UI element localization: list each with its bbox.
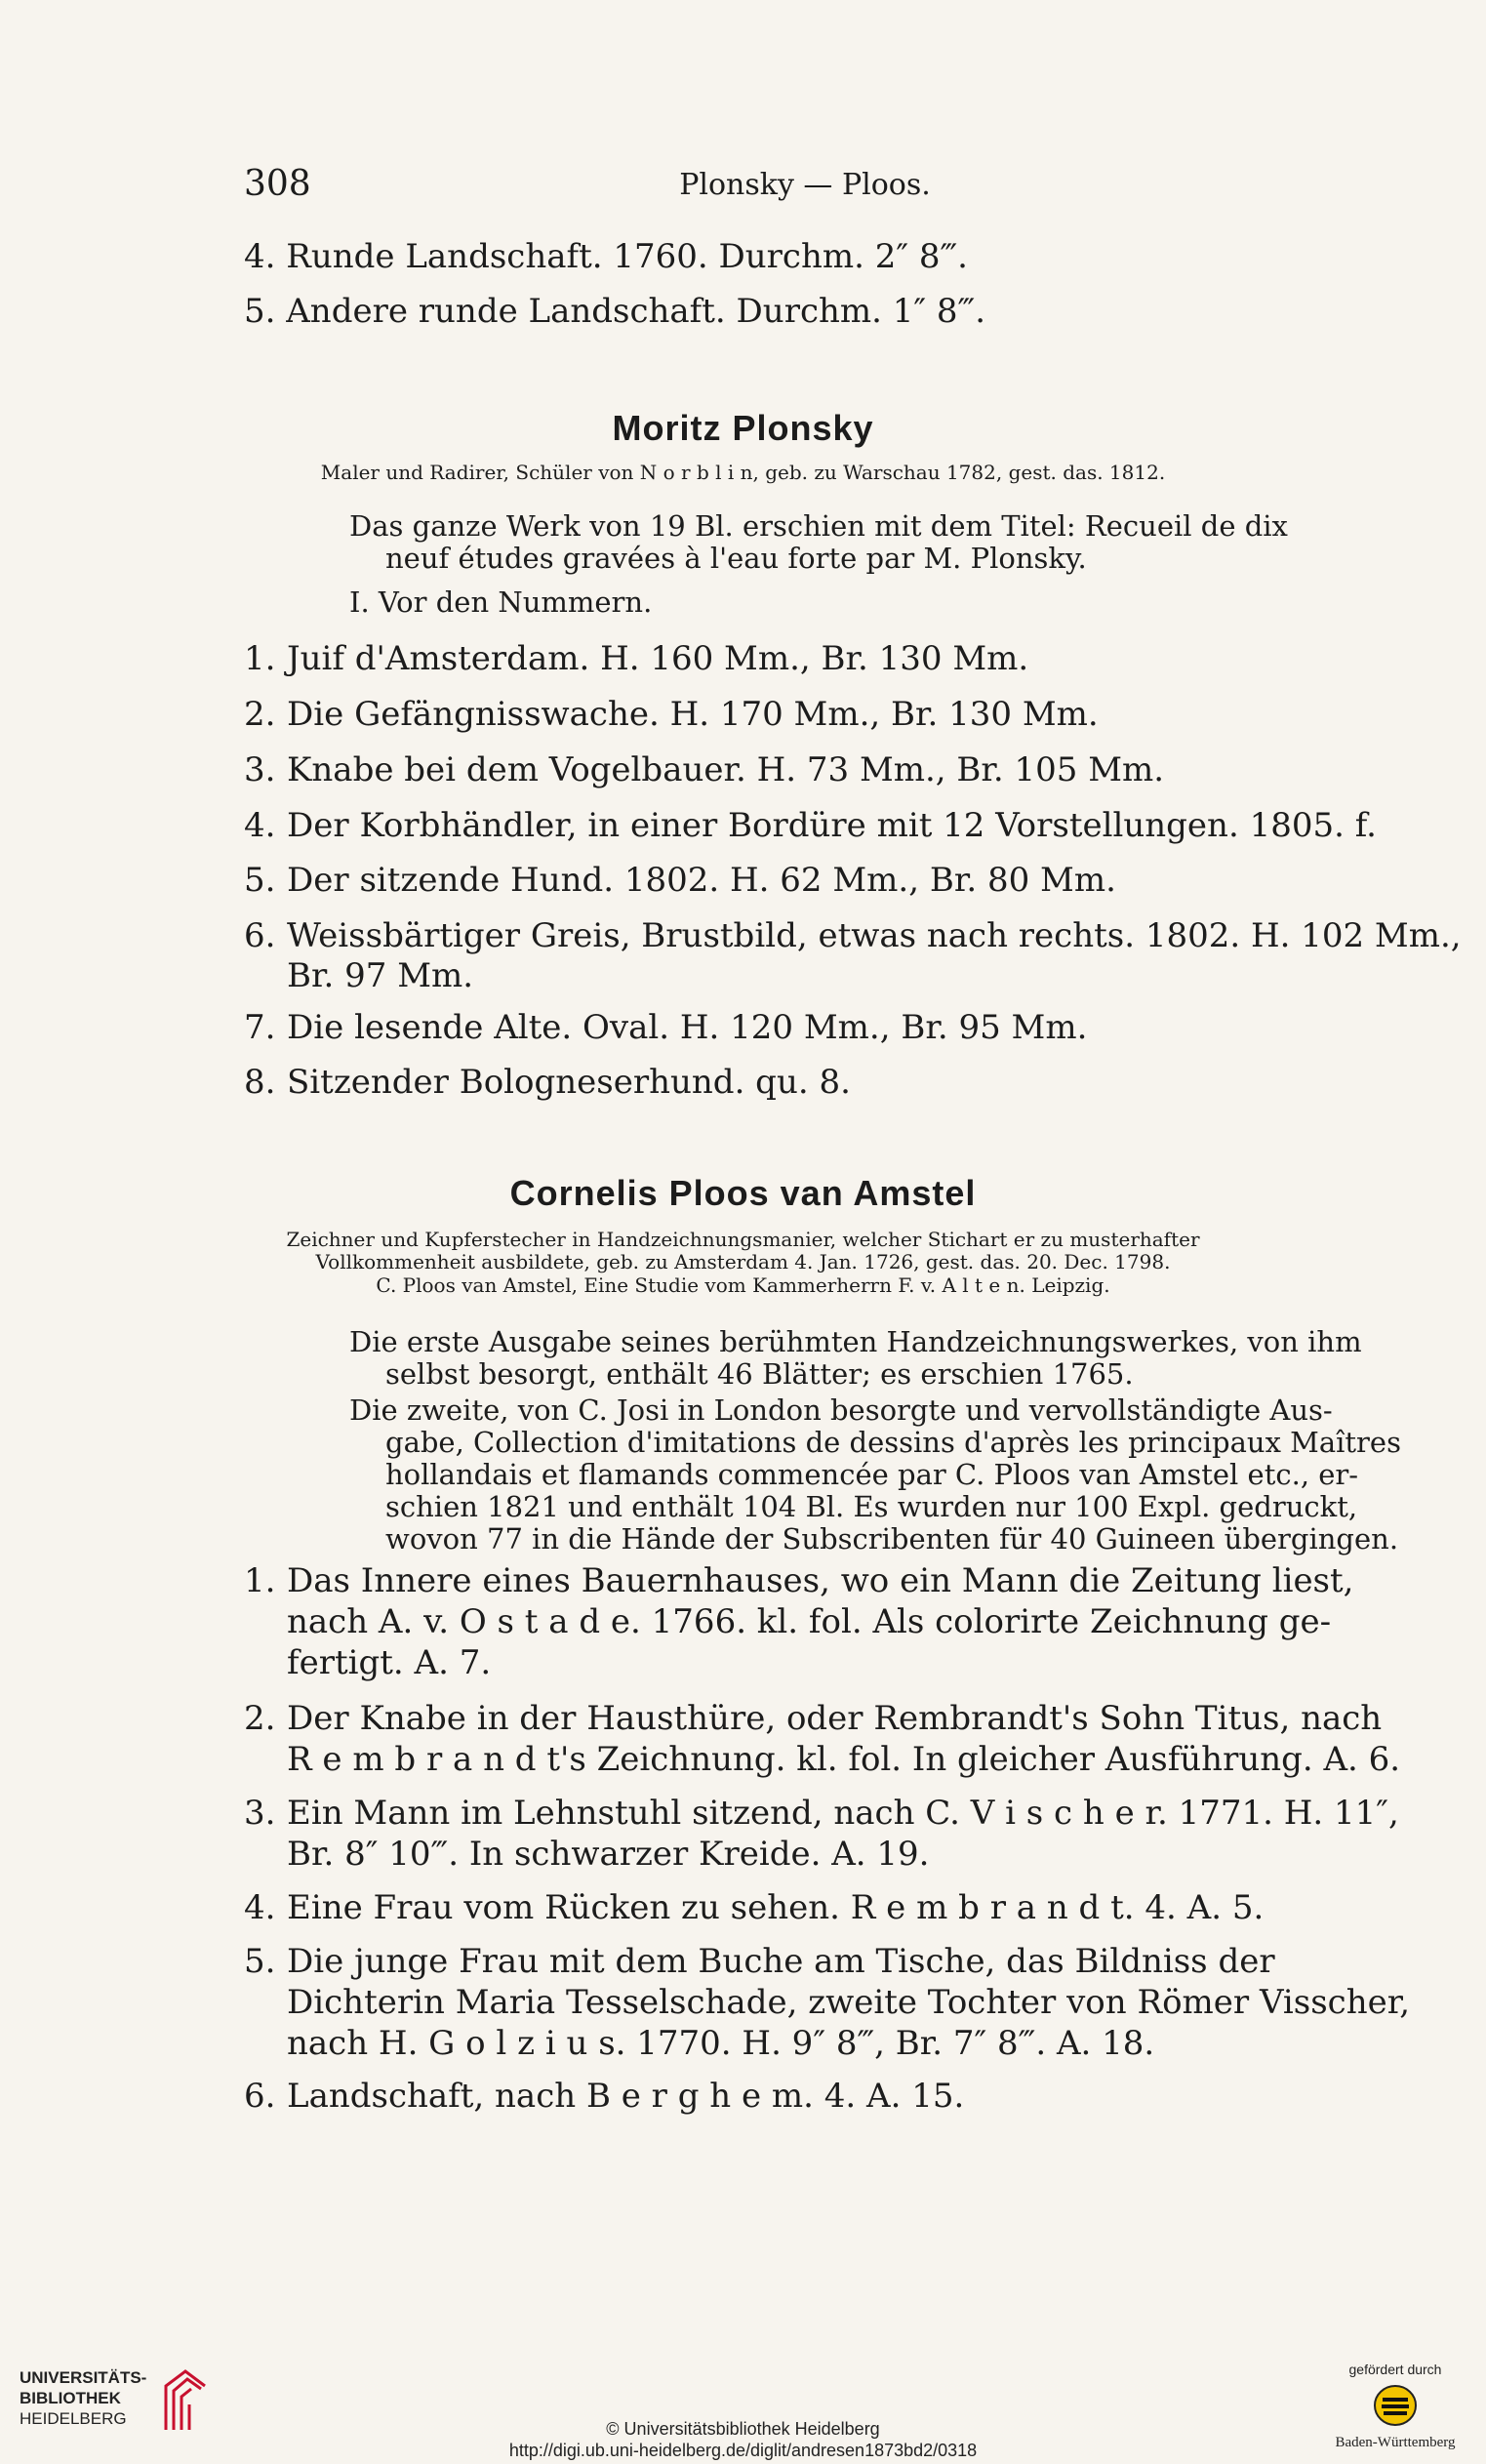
entry-text: Der Korbhändler, in einer Bordüre mit 12 Vorstellungen. 1805. f. [287, 806, 1377, 845]
entry-number: 1. [244, 639, 276, 678]
library-name-line-2: BIBLIOTHEK [20, 2389, 121, 2407]
catalog-entry [244, 1888, 1346, 1927]
entry-continuation: Br. 8″ 10‴. In schwarzer Kreide. A. 19. [287, 1835, 930, 1874]
entry-text: Juif d'Amsterdam. H. 160 Mm., Br. 130 Mm. [287, 639, 1029, 678]
entry-continuation: nach A. v. O s t a d e. 1766. kl. fol. Als colorirte Zeichnung ge- [287, 1602, 1332, 1641]
permalink[interactable]: http://digi.ub.uni-heidelberg.de/diglit/andresen1873bd2/0318 [508, 2441, 978, 2460]
entry-text: Die Gefängnisswache. H. 170 Mm., Br. 130 Mm. [287, 695, 1099, 734]
entry-number: 1. [244, 1561, 276, 1600]
entry-text: Das Innere eines Bauernhauses, wo ein Mann die Zeitung liest, [287, 1561, 1354, 1600]
paragraph-1-line-1: Die erste Ausgabe seines berühmten Handzeichnungswerkes, von ihm [349, 1325, 1362, 1358]
artist-heading-ploos: Cornelis Ploos van Amstel [509, 1173, 977, 1213]
running-title: Plonsky — Ploos. [679, 168, 931, 202]
entry-number: 8. [244, 1063, 276, 1102]
sponsor-logo[interactable] [1332, 2362, 1459, 2451]
preceding-item-5: 5. Andere runde Landschaft. Durchm. 1″ 8‴. [244, 292, 986, 331]
entry-continuation: R e m b r a n d t's Zeichnung. kl. fol. In gleicher Ausführung. A. 6. [287, 1740, 1401, 1779]
catalog-entry [244, 916, 1462, 955]
entry-text: Der Knabe in der Hausthüre, oder Rembrandt's Sohn Titus, nach [287, 1699, 1383, 1738]
entry-text: Sitzender Bologneserhund. qu. 8. [287, 1063, 851, 1102]
catalog-entry [244, 861, 1346, 900]
entry-text: Knabe bei dem Vogelbauer. H. 73 Mm., Br. 105 Mm. [287, 750, 1165, 789]
artist-subtitle-line-3: C. Ploos van Amstel, Eine Studie vom Kammerherrn F. v. A l t e n. Leipzig. [376, 1273, 1110, 1297]
paragraph-1-line-2: selbst besorgt, enthält 46 Blätter; es erschien 1765. [385, 1357, 1134, 1391]
entry-number: 6. [244, 2077, 276, 2116]
entry-number: 4. [244, 806, 276, 845]
catalog-entry [244, 1561, 1354, 1600]
catalog-entry [244, 695, 1346, 734]
catalog-entry [244, 1942, 1346, 1981]
coat-of-arms-icon [1373, 2383, 1418, 2428]
entry-text: Eine Frau vom Rücken zu sehen. R e m b r a n d t. 4. A. 5. [287, 1888, 1265, 1927]
entry-text: Die junge Frau mit dem Buche am Tische, das Bildniss der [287, 1942, 1275, 1981]
intro-line-2: neuf études gravées à l'eau forte par M. Plonsky. [385, 542, 1087, 575]
entry-text: Weissbärtiger Greis, Brustbild, etwas nach rechts. 1802. H. 102 Mm., [287, 916, 1462, 955]
entry-number: 5. [244, 861, 276, 900]
artist-heading-plonsky: Moritz Plonsky [612, 408, 874, 448]
catalog-entry [244, 639, 1346, 678]
group-heading: I. Vor den Nummern. [349, 586, 653, 619]
paragraph-2-line-5: wovon 77 in die Hände der Subscribenten für 40 Guineen übergingen. [385, 1522, 1399, 1555]
entry-text: Landschaft, nach B e r g h e m. 4. A. 15. [287, 2077, 965, 2116]
paragraph-2-line-1: Die zweite, von C. Josi in London besorgte und vervollständigte Aus- [349, 1394, 1333, 1427]
entry-number: 4. [244, 1888, 276, 1927]
entry-number: 3. [244, 750, 276, 789]
entry-text: Ein Mann im Lehnstuhl sitzend, nach C. V i s c h e r. 1771. H. 11″, [287, 1794, 1399, 1833]
entry-continuation: Dichterin Maria Tesselschade, zweite Tochter von Römer Visscher, [287, 1983, 1411, 2022]
catalog-entry [244, 1794, 1399, 1833]
entry-number: 2. [244, 695, 276, 734]
artist-subtitle-line-1: Zeichner und Kupferstecher in Handzeichnungsmanier, welcher Stichart er zu musterhafter [286, 1228, 1200, 1251]
entry-number: 7. [244, 1008, 276, 1047]
paragraph-2-line-3: hollandais et flamands commencée par C. Ploos van Amstel etc., er- [385, 1458, 1359, 1491]
entry-text: Der sitzende Hund. 1802. H. 62 Mm., Br. 80 Mm. [287, 861, 1116, 900]
artist-subtitle-line-2: Vollkommenheit ausbildete, geb. zu Amsterdam 4. Jan. 1726, gest. das. 20. Dec. 1798. [315, 1250, 1171, 1273]
catalog-entry [244, 806, 1377, 845]
library-name-line-1: UNIVERSITÄTS- [20, 2368, 147, 2387]
entry-text: Die lesende Alte. Oval. H. 120 Mm., Br. 95 Mm. [287, 1008, 1088, 1047]
entry-continuation: nach H. G o l z i u s. 1770. H. 9″ 8‴, Br. 7″ 8‴. A. 18. [287, 2024, 1155, 2063]
entry-number: 6. [244, 916, 276, 955]
catalog-entry [244, 1063, 1346, 1102]
catalog-entry [244, 2077, 1346, 2116]
entry-number: 3. [244, 1794, 276, 1833]
entry-continuation: fertigt. A. 7. [287, 1643, 492, 1682]
entry-number: 2. [244, 1699, 276, 1738]
catalog-entry [244, 1699, 1383, 1738]
library-name-line-3: HEIDELBERG [20, 2409, 127, 2428]
paragraph-2-line-4: schien 1821 und enthält 104 Bl. Es wurden nur 100 Expl. gedruckt, [385, 1490, 1358, 1523]
footer-credit [0, 2418, 1486, 2461]
entry-number: 5. [244, 1942, 276, 1981]
catalog-entry [244, 750, 1346, 789]
intro-line-1: Das ganze Werk von 19 Bl. erschien mit dem Titel: Recueil de dix [349, 509, 1288, 543]
copyright-text: © Universitätsbibliothek Heidelberg [606, 2419, 880, 2439]
catalog-entry [244, 1008, 1346, 1047]
running-head [244, 164, 1366, 213]
preceding-item-4: 4. Runde Landschaft. 1760. Durchm. 2″ 8‴. [244, 237, 968, 276]
sponsor-name: Baden-Württemberg [1335, 2435, 1456, 2450]
page-number: 308 [244, 164, 311, 204]
artist-subtitle-plonsky: Maler und Radirer, Schüler von N o r b l i n, geb. zu Warschau 1782, gest. das. 1812. [320, 461, 1166, 484]
paragraph-2-line-2: gabe, Collection d'imitations de dessins d'après les principaux Maîtres [385, 1426, 1401, 1459]
entry-continuation: Br. 97 Mm. [287, 956, 474, 995]
sponsor-label: gefördert durch [1348, 2362, 1442, 2377]
